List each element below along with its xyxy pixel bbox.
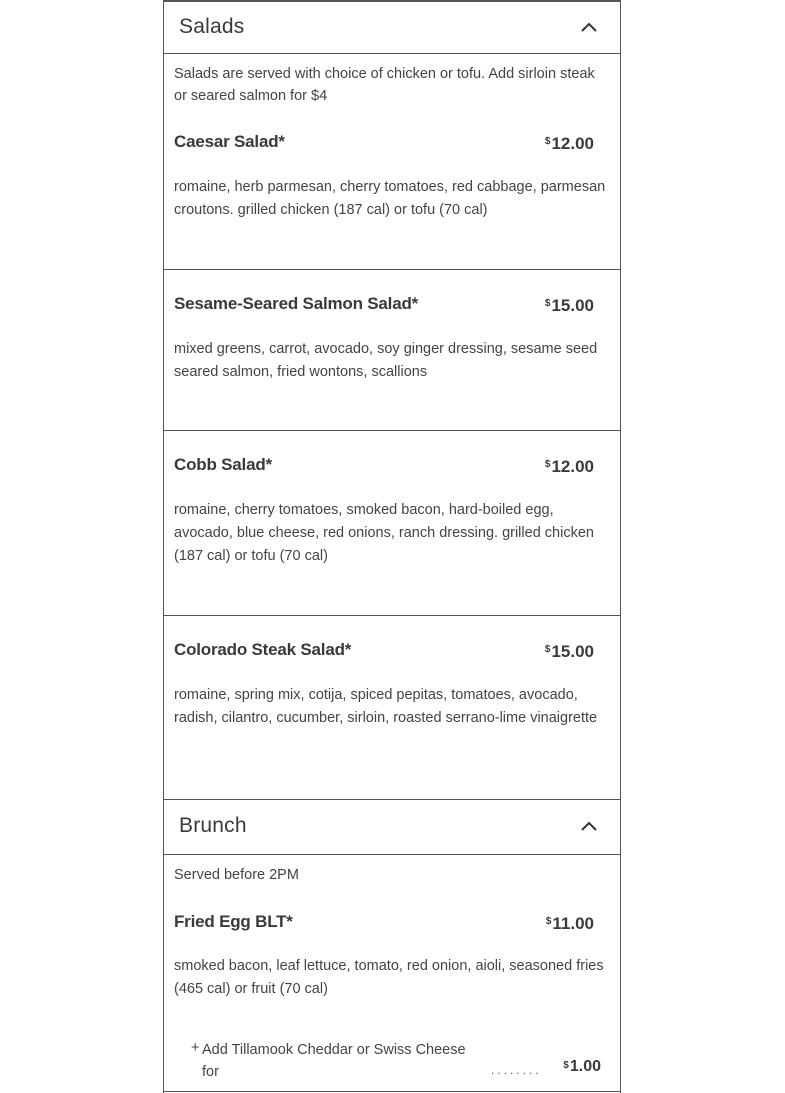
currency-symbol: $ [563, 1060, 569, 1071]
plus-icon: + [191, 1040, 200, 1056]
addon-option[interactable] [191, 1039, 611, 1089]
item-price [545, 642, 594, 662]
addon-text: Add Tillamook Cheddar or Swiss Cheese for [202, 1042, 466, 1080]
item-name: Sesame-Seared Salmon Salad* [174, 294, 419, 313]
price-value: 1.00 [569, 1058, 601, 1075]
price-value: 15.00 [551, 642, 594, 661]
item-price [546, 914, 594, 934]
item-description: romaine, herb parmesan, cherry tomatoes, red cabbage, parmesan croutons. grilled chicken (187 cal) or tofu (70 cal) [174, 179, 606, 218]
price-value: 15.00 [551, 296, 594, 315]
price-value: 12.00 [551, 134, 594, 153]
addon-price [563, 1058, 601, 1076]
section-header-brunch[interactable] [164, 799, 620, 855]
leader-dots: ........ [491, 1063, 542, 1077]
bottom-border [164, 1091, 620, 1092]
menu-item [164, 108, 620, 270]
item-description: mixed greens, carrot, avocado, soy ginger dressing, sesame seed seared salmon, fried wontons, scallions [174, 341, 598, 380]
currency-symbol: $ [544, 298, 551, 309]
item-name: Caesar Salad* [174, 132, 285, 151]
item-description: romaine, cherry tomatoes, smoked bacon, hard-boiled egg, avocado, blue cheese, red onions, ranch dressing. grilled chicken (187 cal) or tofu (70 cal) [174, 502, 594, 564]
menu-item [164, 888, 620, 1038]
price-value: 12.00 [551, 457, 594, 476]
item-description: romaine, spring mix, cotija, spiced pepitas, tomatoes, avocado, radish, cilantro, cucumber, sirloin, roasted serrano-lime vinaigrette [174, 687, 598, 726]
item-name: Colorado Steak Salad* [174, 640, 352, 659]
menu-panel [163, 0, 621, 1093]
section-title: Brunch [179, 814, 247, 837]
chevron-up-icon[interactable] [580, 19, 598, 37]
chevron-up-icon[interactable] [580, 818, 598, 836]
section-note: Served before 2PM [174, 867, 299, 883]
item-description: smoked bacon, leaf lettuce, tomato, red onion, aioli, seasoned fries (465 cal) or fruit (70 cal) [174, 958, 604, 997]
item-price [545, 457, 594, 477]
section-note: Salads are served with choice of chicken or tofu. Add sirloin steak or seared salmon for $4 [174, 66, 595, 104]
currency-symbol: $ [544, 644, 551, 655]
section-title: Salads [179, 15, 245, 38]
item-price [545, 296, 594, 316]
item-name: Fried Egg BLT* [174, 912, 293, 931]
currency-symbol: $ [545, 916, 552, 927]
item-name: Cobb Salad* [174, 455, 272, 474]
section-header-salads[interactable] [164, 0, 620, 54]
currency-symbol: $ [544, 136, 551, 147]
menu-item [164, 431, 620, 616]
menu-item [164, 616, 620, 800]
currency-symbol: $ [544, 459, 551, 470]
menu-item [164, 270, 620, 431]
item-price [545, 134, 594, 154]
price-value: 11.00 [552, 914, 594, 933]
